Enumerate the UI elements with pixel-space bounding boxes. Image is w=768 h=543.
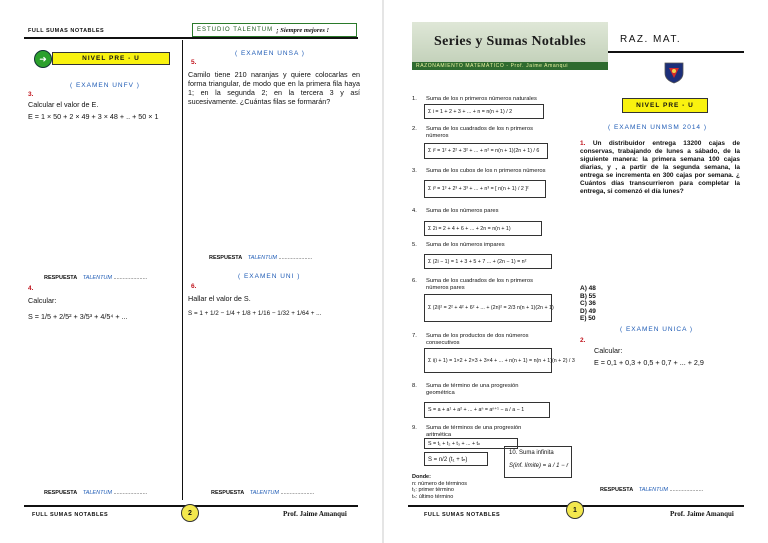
donde-item: n: número de términos — [412, 480, 468, 487]
subtitle-strip: RAZONAMIENTO MATEMÁTICO - Prof. Jaime Amanqui — [416, 63, 569, 69]
exam-tag-unsa: ( EXAMEN UNSA ) — [235, 50, 305, 57]
sum-formula: Σ i = 1 + 2 + 3 + ... + n = n(n + 1) / 2 — [424, 104, 544, 119]
nivel-banner — [34, 50, 172, 66]
exam-tag-uni: ( EXAMEN UNI ) — [238, 273, 301, 280]
q4-number: 4. — [28, 285, 34, 292]
q3-text: Calcular el valor de E. — [28, 100, 99, 109]
sum-label: Suma de término de una progresión geométrica — [426, 383, 519, 396]
donde-item: t₁: primer término — [412, 487, 454, 493]
q5-number: 5. — [191, 59, 197, 66]
sum-label: Suma de los cuadrados de los n primeros números pares — [426, 278, 533, 291]
talentum-label: TALENTUM — [249, 490, 279, 496]
q1-number: 1. — [580, 140, 586, 147]
subject-label: RAZ. MAT. — [620, 34, 682, 45]
header-brand-box — [192, 23, 357, 37]
sum-label: Suma de los números impares — [426, 242, 505, 248]
sum-label: Suma de los n primeros números naturales — [426, 96, 537, 102]
respuesta-q3 — [44, 275, 147, 281]
sum-formula: S = t₁ + t₂ + t₃ + ... + tₙ — [424, 438, 518, 449]
sum-formula: Σ i² = 1² + 2² + 3² + ... + n² = n(n + 1)(2n + 1) / 6 — [424, 143, 548, 159]
sum-label: Suma de los números pares — [426, 208, 499, 214]
donde-item: tₙ: último término — [412, 493, 454, 500]
q6-formula: S = 1 + 1/2 − 1/4 + 1/8 + 1/16 − 1/32 + 1/64 + ... — [188, 310, 322, 317]
donde-title: Donde: — [412, 474, 431, 480]
footer-left-title: FULL SUMAS NOTABLES — [32, 512, 109, 518]
title-banner — [412, 22, 608, 70]
brand-slogan: ¡ Siempre mejores ! — [276, 26, 330, 34]
q2-formula: E = 0,1 + 0,3 + 0,5 + 0,7 + ... + 2,9 — [594, 358, 704, 367]
respuesta-q1 — [600, 487, 703, 493]
column-divider — [182, 40, 183, 500]
sum-number: 1. — [412, 96, 417, 102]
sum-label: Suma de los cubos de los n primeros números — [426, 168, 546, 174]
respuesta-label: RESPUESTA — [44, 275, 78, 281]
sum-formula: S = a + a¹ + a² + ... + aⁿ = aⁿ⁺¹ − a / a − 1 — [424, 402, 550, 418]
sum-formula: Σ (2i)² = 2² + 4² + 6² + ... + (2n)² = 2/3 n(n + 1)(2n + 1) — [424, 294, 552, 322]
footer-author: Prof. Jaime Amanqui — [670, 510, 734, 518]
sum9-formula2: S = n/2 (t₁ + tₙ) — [424, 452, 488, 466]
q2-text: Calcular: — [594, 346, 623, 355]
q1-block — [580, 140, 740, 196]
sum-number: 2. — [412, 126, 417, 132]
sum-number: 9. — [412, 425, 417, 431]
arrow-right-icon: ➜ — [34, 50, 52, 68]
option-a[interactable]: A) 48 — [580, 285, 596, 292]
series-title: Series y Sumas Notables — [412, 22, 608, 62]
option-e[interactable]: E) 50 — [580, 315, 596, 322]
respuesta-label: RESPUESTA — [209, 255, 243, 261]
talentum-label: TALENTUM — [82, 490, 112, 496]
respuesta-label: RESPUESTA — [211, 490, 245, 496]
sum-formula: Σ i³ = 1³ + 2³ + 3³ + ... + n³ = [ n(n + 1) / 2 ]² — [424, 180, 546, 198]
q6-number: 6. — [191, 283, 197, 290]
sum-formula: Σ 2i = 2 + 4 + 6 + ... + 2n = n(n + 1) — [424, 221, 542, 236]
sum10-formula: S(inf. límite) = a / 1 − r — [509, 463, 569, 469]
respuesta-label: RESPUESTA — [600, 487, 634, 493]
sum-label: Suma de los productos de dos números consecutivos — [426, 333, 529, 346]
option-d[interactable]: D) 49 — [580, 307, 596, 315]
q5-text: Camilo tiene 210 naranjas y quiere colocarlas en forma triangular, de modo que en la primera fila haya 1; en la segunda 2; en la tercera 3 y así sucesivamente. ¿Cuántas filas se formarán? — [188, 70, 360, 106]
sum-formula: Σ i(i + 1) = 1×2 + 2×3 + 3×4 + ... + n(n + 1) = n(n + 1)(n + 2) / 3 — [424, 348, 552, 373]
sum-number: 7. — [412, 333, 417, 339]
sum-formula: Σ (2i − 1) = 1 + 3 + 5 + 7 ... + (2n − 1) = n² — [424, 254, 552, 269]
subject-rule — [608, 51, 744, 53]
sum10-box — [504, 446, 572, 478]
sum-number: 4. — [412, 208, 417, 214]
sum-number: 6. — [412, 278, 417, 284]
talentum-label: TALENTUM — [638, 487, 668, 493]
header-rule — [24, 37, 358, 39]
q6-text: Hallar el valor de S. — [188, 294, 251, 303]
sum-label: Suma de los cuadrados de los n primeros números — [426, 126, 533, 139]
exam-tag-unmsm: ( EXAMEN UNMSM 2014 ) — [608, 124, 708, 131]
page-number-badge: 1 — [566, 501, 584, 519]
q4-formula: S = 1/5 + 2/5² + 3/5³ + 4/5⁴ + ... — [28, 312, 128, 321]
talentum-label: TALENTUM — [82, 275, 112, 281]
option-b[interactable]: B) 55 — [580, 292, 596, 300]
page-right — [384, 0, 768, 543]
q2-number: 2. — [580, 337, 586, 344]
footer-left-title: FULL SUMAS NOTABLES — [424, 512, 501, 518]
respuesta-q4 — [44, 490, 147, 496]
option-c[interactable]: C) 36 — [580, 300, 596, 307]
sum-number: 5. — [412, 242, 417, 248]
school-shield-icon — [664, 62, 684, 84]
q4-text: Calcular: — [28, 296, 57, 305]
exam-tag-unica: ( EXAMEN UNICA ) — [620, 326, 694, 333]
sum-number: 3. — [412, 168, 417, 174]
header-left-title: FULL SUMAS NOTABLES — [28, 28, 105, 34]
exam-tag-unfv: ( EXAMEN UNFV ) — [70, 82, 140, 89]
sum-number: 8. — [412, 383, 417, 389]
donde-block — [412, 474, 467, 500]
q1-options — [580, 285, 596, 323]
q3-formula: E = 1 × 50 + 2 × 49 + 3 × 48 + .. + 50 × 1 — [28, 112, 159, 121]
footer-author: Prof. Jaime Amanqui — [283, 510, 347, 518]
brand-name: ESTUDIO TALENTUM — [197, 27, 274, 33]
sum-label: Suma de términos de una progresión aritmética — [426, 425, 522, 438]
q3-number: 3. — [28, 91, 34, 98]
nivel-label: NIVEL PRE - U — [622, 98, 708, 113]
respuesta-q6 — [211, 490, 314, 496]
q1-text: Un distribuidor entrega 13200 cajas de conservas, trabajando de lunes a sábado, de la siguiente manera: la primera semana 100 cajas diarias, y , a partir de la segunda semana, la entrega se incrementa en 300 cajas por semana. ¿ Cuántos días transcurrieron para completar la entrega, si comenzó el día lunes? — [580, 140, 740, 195]
talentum-label: TALENTUM — [247, 255, 277, 261]
respuesta-q5 — [209, 255, 312, 261]
nivel-label: NIVEL PRE - U — [52, 52, 170, 65]
respuesta-label: RESPUESTA — [44, 490, 78, 496]
page-number-badge: 2 — [181, 504, 199, 522]
sum10-label: 10. Suma infinita — [509, 450, 554, 456]
